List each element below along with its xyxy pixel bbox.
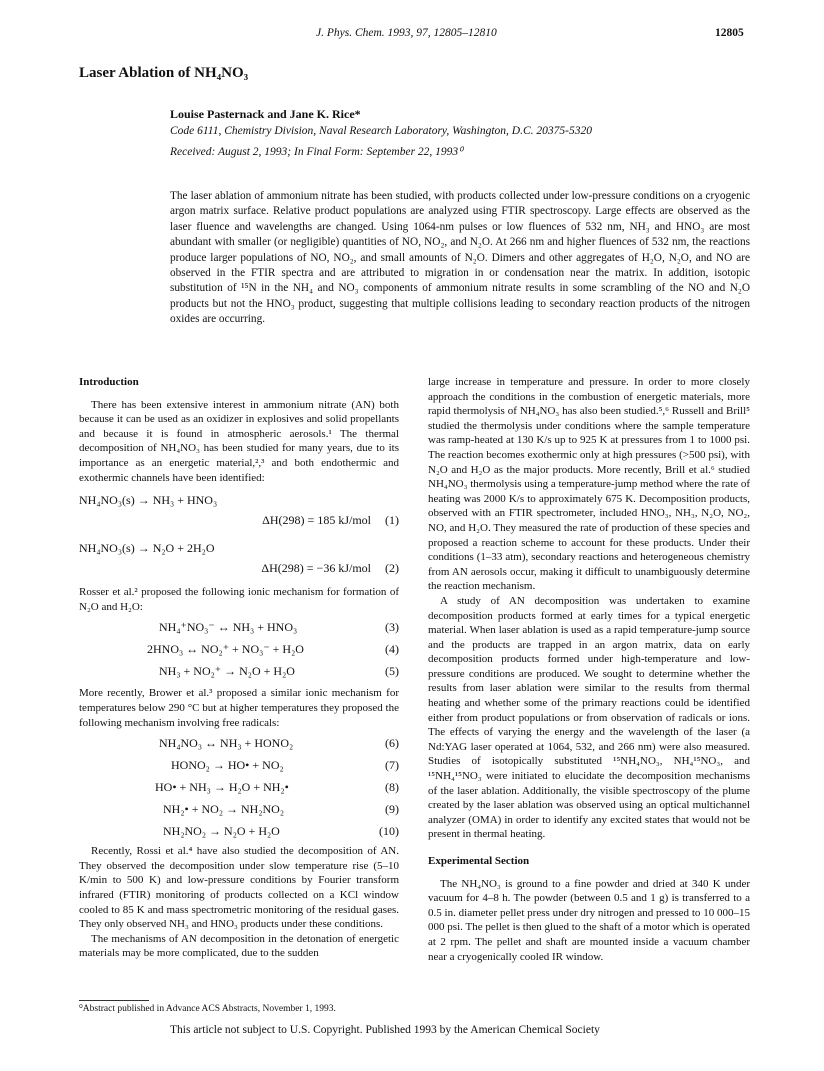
left-column — [79, 375, 399, 961]
intro-paragraph-5: The mechanisms of AN decomposition in the detonation of energetic materials may be more complicated, due to the sudden — [79, 932, 399, 960]
equation-2-number: (2) — [385, 561, 399, 576]
page-number: 12805 — [715, 27, 744, 39]
equation-6-formula: NH₄NO₃ ↔ NH₃ + HONO₂ — [159, 736, 294, 751]
equation-8 — [79, 780, 399, 796]
equation-4 — [79, 642, 399, 658]
equation-10-number: (10) — [379, 824, 399, 839]
intro-paragraph-1: There has been extensive interest in ammonium nitrate (AN) both because it can be used as an oxidizer in explosives and solid propellants and because it is found in atmospheric aerosols.¹ The thermal decomposition of NH₄NO₃ has been studied for many years, due to its importance as an energetic material,²,³ and both endothermic and exothermic channels have been identified: — [79, 398, 399, 484]
footnote-divider — [79, 1000, 149, 1001]
copyright-footer: This article not subject to U.S. Copyright. Published 1993 by the American Chemical Society — [170, 1024, 600, 1036]
abstract: The laser ablation of ammonium nitrate has been studied, with products collected under low-pressure conditions on a cryogenic argon matrix surface. Relative product populations are analyzed using FTIR spectroscopy. Large effects are observed as the laser fluence and wavelengths are changed. Using 1064-nm pulses or low fluences of 532 nm, NH₃ and HNO₃ are most abundant with smaller (or negligible) quantities of NO, NO₂, and N₂O. At 266 nm and higher fluences of 532 nm, the reactions produce larger populations of NO, NO₂, and small amounts of N₂O. Dimers and other aggregates of H₂O, N₂O, and NO are observed in the FTIR spectra and are attributed to migration in or condensation near the matrix. In addition, isotopic substitution of ¹⁵N in the NH₄ and NO₃ components of ammonium nitrate results in some scrambling of the NO and N₂O products but not the HNO₃ product, suggesting that multiple collisions leading to secondary reaction products of the nitrogen oxides are occurring. — [170, 190, 750, 326]
equation-4-formula: 2HNO₃ ↔ NO₂⁺ + NO₃⁻ + H₂O — [147, 642, 304, 657]
equation-9-number: (9) — [385, 802, 399, 817]
intro-paragraph-4: Recently, Rossi et al.⁴ have also studied the decomposition of AN. They observed the decomposition under slow temperature rise (5–10 K/min to 500 K) and low-pressure conditions by Fourier transform infrared (FTIR) monitoring of products collected on a KCl window cooled to 85 K and mass spectrometric monitoring of the residual gases. They only observed NH₃ and HNO₃ products under these conditions. — [79, 845, 399, 931]
intro-paragraph-3: More recently, Brower et al.³ proposed a similar ionic mechanism for temperatures below 290 °C but at higher temperatures they proposed the following mechanism involving free radicals: — [79, 687, 399, 729]
section-heading-introduction: Introduction — [79, 376, 139, 388]
affiliation: Code 6111, Chemistry Division, Naval Research Laboratory, Washington, D.C. 20375-5320 — [170, 125, 592, 137]
equation-1 — [79, 493, 399, 509]
equation-1-dh: ΔH(298) = 185 kJ/mol — [262, 513, 371, 528]
equation-1-enthalpy — [79, 513, 399, 529]
footnote: ⁰Abstract published in Advance ACS Abstracts, November 1, 1993. — [79, 1004, 336, 1014]
equation-3-number: (3) — [385, 620, 399, 635]
authors: Louise Pasternack and Jane K. Rice* — [170, 107, 361, 121]
equation-5-formula: NH₃ + NO₂⁺ → N₂O + H₂O — [159, 664, 295, 679]
journal-citation: J. Phys. Chem. 1993, 97, 12805–12810 — [316, 27, 497, 39]
equation-8-formula: HO• + NH₃ → H₂O + NH₂• — [155, 780, 289, 795]
equation-6 — [79, 736, 399, 752]
paper-title: Laser Ablation of NH₄NO₃ — [79, 65, 249, 81]
equation-3 — [79, 620, 399, 636]
equation-2-formula: NH₄NO₃(s) → N₂O + 2H₂O — [79, 541, 215, 556]
right-paragraph-2: A study of AN decomposition was undertaken to examine decomposition products formed at early times for a typical energetic material. When laser ablation is used as a rapid temperature-jump source and the products are trapped in an argon matrix, data on early decomposition products formed under high-temperature and low-pressure conditions are produced. We sought to determine whether the results from laser ablation were similar to the results from thermal heating and whether some of the primary reactions could be identified either from product populations or from observation of radicals or ions. The effects of varying the energy and the wavelength of the laser (a Nd:YAG laser operated at 1064, 532, and 266 nm) were also measured. Studies of isotopically substituted ¹⁵NH₄NO₃, NH₄¹⁵NO₃, and ¹⁵NH₄¹⁵NO₃ were initiated to elucidate the decomposition mechanisms of the laser ablation. Additionally, the visible spectroscopy of the plume created by the laser ablation was observed using an optical multichannel analyzer (OMA) in order to identify any excited states that would not be present in thermal heating. — [428, 594, 750, 841]
equation-10 — [79, 824, 399, 840]
equation-2-enthalpy — [79, 561, 399, 577]
section-heading-experimental: Experimental Section — [428, 855, 530, 867]
equation-7-formula: HONO₂ → HO• + NO₂ — [171, 758, 284, 773]
right-column — [428, 375, 750, 964]
equation-1-formula: NH₄NO₃(s) → NH₃ + HNO₃ — [79, 493, 218, 508]
experimental-paragraph-1: The NH₄NO₃ is ground to a fine powder and dried at 340 K under vacuum for 4–8 h. The powder (between 0.5 and 1 g) is transferred to a 0.5 in. diameter pellet press under dry nitrogen and pressed to 10 000–15 000 psi. The pellet is then glued to the shaft of a motor which is operated at 2 rpm. The pellet and shaft are mounted inside a vacuum chamber near a cryogenically cooled IR window. — [428, 877, 750, 963]
intro-paragraph-2: Rosser et al.² proposed the following ionic mechanism for formation of N₂O and H₂O: — [79, 586, 399, 613]
equation-6-number: (6) — [385, 736, 399, 751]
equation-8-number: (8) — [385, 780, 399, 795]
equation-9 — [79, 802, 399, 818]
equation-7 — [79, 758, 399, 774]
equation-4-number: (4) — [385, 642, 399, 657]
equation-1-number: (1) — [385, 513, 399, 528]
equation-2-dh: ΔH(298) = −36 kJ/mol — [261, 561, 371, 576]
equation-5-number: (5) — [385, 664, 399, 679]
equation-7-number: (7) — [385, 758, 399, 773]
right-paragraph-1: large increase in temperature and pressure. In order to more closely approach the conditions in the combustion of energetic materials, more rapid thermolysis of NH₄NO₃ has also been studied.⁵,⁶ Russell and Brill⁵ studied the thermolysis under conditions where the sample temperature was ramp-heated at 130 K/s up to 925 K at pressures from 1 to 1000 psi. The reaction becomes exothermic only at high pressures (>500 psi), with N₂O and H₂O as the major products. More recently, Brill et al.⁶ studied NH₄NO₃ thermolysis using a temperature-jump method where the rate of heating was 2000 K/s to approximately 675 K. Decomposition products, observed with an FTIR spectrometer, included HNO₃, NH₃, N₂O, NO₂, NO, and H₂O. They measured the rate of production of these species and proposed a reaction scheme to account for these products. Under their conditions (1–33 atm), secondary reactions and heterogeneous chemistry from AN aerosols occur, making it difficult to unambiguously determine the reaction mechanism. — [428, 376, 750, 593]
equation-9-formula: NH₂• + NO₂ → NH₂NO₂ — [163, 802, 285, 817]
equation-5 — [79, 664, 399, 680]
equation-10-formula: NH₂NO₂ → N₂O + H₂O — [163, 824, 280, 839]
equation-3-formula: NH₄⁺NO₃⁻ ↔ NH₃ + HNO₃ — [159, 620, 298, 635]
received-dates: Received: August 2, 1993; In Final Form: September 22, 1993⁰ — [170, 146, 463, 158]
equation-2 — [79, 541, 399, 557]
